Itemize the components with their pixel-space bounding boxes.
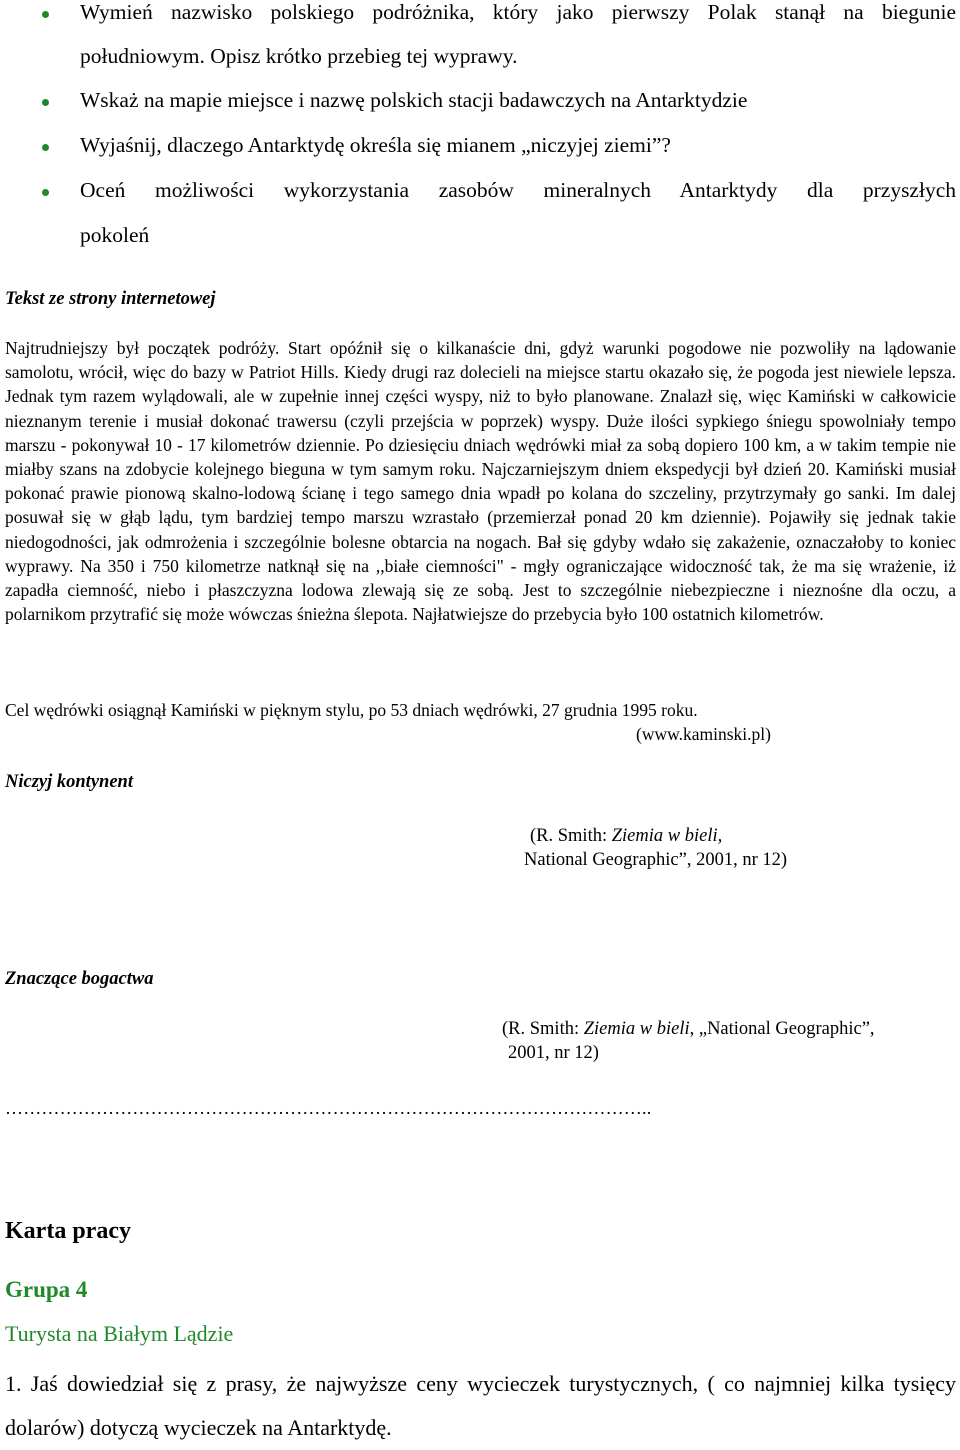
citation-1-line-1: (R. Smith: Ziemia w bieli, — [530, 826, 723, 846]
article-paragraph: Najtrudniejszy był początek podróży. Start opóźnił się o kilkanaście dni, gdyż warunki pogodowe nie pozwoliły na lądowanie samolotu, wrócił, więc do bazy w Patriot Hills. Kiedy drugi raz dolecieli na miejsce startu okazało się, że pogoda jest niewiele lepsza. Jednak tym razem wylądowali, ale w zupełnie innej części wyspy, niż to było planowane. Znalazł się, więc Kamiński w całkowicie nieznanym terenie i musiał dokonać trawersu (czyli przejścia w poprzek) wyspy. Duże ilości sypkiego śniegu spowolniały tempo marszu - pokonywał 10 - 17 kilometrów dziennie. Po dziesięciu dniach wędrówki miał za sobą dopiero 100 km, a w takim tempie nie miałby szans na zdobycie kolejnego bieguna w tym samym roku. Najczarniejszym dniem ekspedycji był dzień 20. Kamiński musiał pokonać prawie pionową skalno-lodową ścianę i tego samego dnia wpadł po kolana do szczeliny, przytrzymały go sanki. Im dalej posuwał się w głąb lądu, tym bardziej tempo marszu wzrastało (przemierzał ponad 20 km dziennie). Pojawiły się jednak takie niedogodności, jak odmrożenia i szczególnie bolesne obtarcia na nogach. Bał się gdyby wdało się zakażenie, oznaczałoby to koniec wyprawy. Na 350 i 750 kilometrze natknął się na ,,białe ciemności" - mgły ograniczające widoczność tak, że ma się wrażenie, iż zapadła ciemność, niebo i płaszczyzna lodowa zlewają się ze sobą. Jest to szczególnie niebezpieczne i nieznośne dla oczu, a polarnikom przytrafić się może wówczas śnieżna ślepota. Najłatwiejsze do przebycia było 100 ostatnich kilometrów. — [5, 338, 956, 625]
citation-2-line-1: (R. Smith: Ziemia w bieli, „National Geographic”, — [502, 1019, 875, 1039]
bullet-icon — [42, 189, 49, 196]
citation-2-line-2: 2001, nr 12) — [508, 1043, 599, 1063]
section-heading-website: Tekst ze strony internetowej — [5, 289, 216, 309]
worksheet-title: Karta pracy — [5, 1218, 131, 1244]
citation-1-line-2: National Geographic”, 2001, nr 12) — [524, 850, 788, 870]
dotted-line: …………………………………………………………………………………………….. — [5, 1098, 652, 1118]
group-title: Grupa 4 — [5, 1277, 88, 1302]
task-1: 1. Jaś dowiedział się z prasy, że najwyższe ceny wycieczek turystycznych, ( co najmniej kilka tysięcy dolarów) dotyczą wycieczek na Antarktydę. — [5, 1371, 956, 1440]
article-last-line: Cel wędrówki osiągnął Kamiński w pięknym stylu, po 53 dniach wędrówki, 27 grudnia 1995 roku. — [5, 700, 698, 720]
bullet-icon — [42, 144, 49, 151]
section-heading-no-mans-continent: Niczyj kontynent — [5, 772, 133, 792]
bullet-icon — [42, 99, 49, 106]
bullet-icon — [42, 11, 49, 18]
question-4-line-2: pokoleń — [80, 223, 150, 247]
question-4-line-1: Oceń możliwości wykorzystania zasobów mineralnych Antarktydy dla przyszłych — [80, 178, 956, 202]
question-3: Wyjaśnij, dlaczego Antarktydę określa się mianem „niczyjej ziemi”? — [80, 133, 671, 157]
question-1-line-1: Wymień nazwisko polskiego podróżnika, który jako pierwszy Polak stanął na biegunie — [80, 0, 956, 24]
section-heading-significant-riches: Znaczące bogactwa — [5, 969, 154, 989]
question-2: Wskaż na mapie miejsce i nazwę polskich stacji badawczych na Antarktydzie — [80, 88, 748, 112]
question-1-line-2: południowym. Opisz krótko przebieg tej wyprawy. — [80, 44, 518, 68]
group-subtitle: Turysta na Białym Lądzie — [5, 1321, 234, 1346]
article-source: (www.kaminski.pl) — [636, 724, 771, 744]
